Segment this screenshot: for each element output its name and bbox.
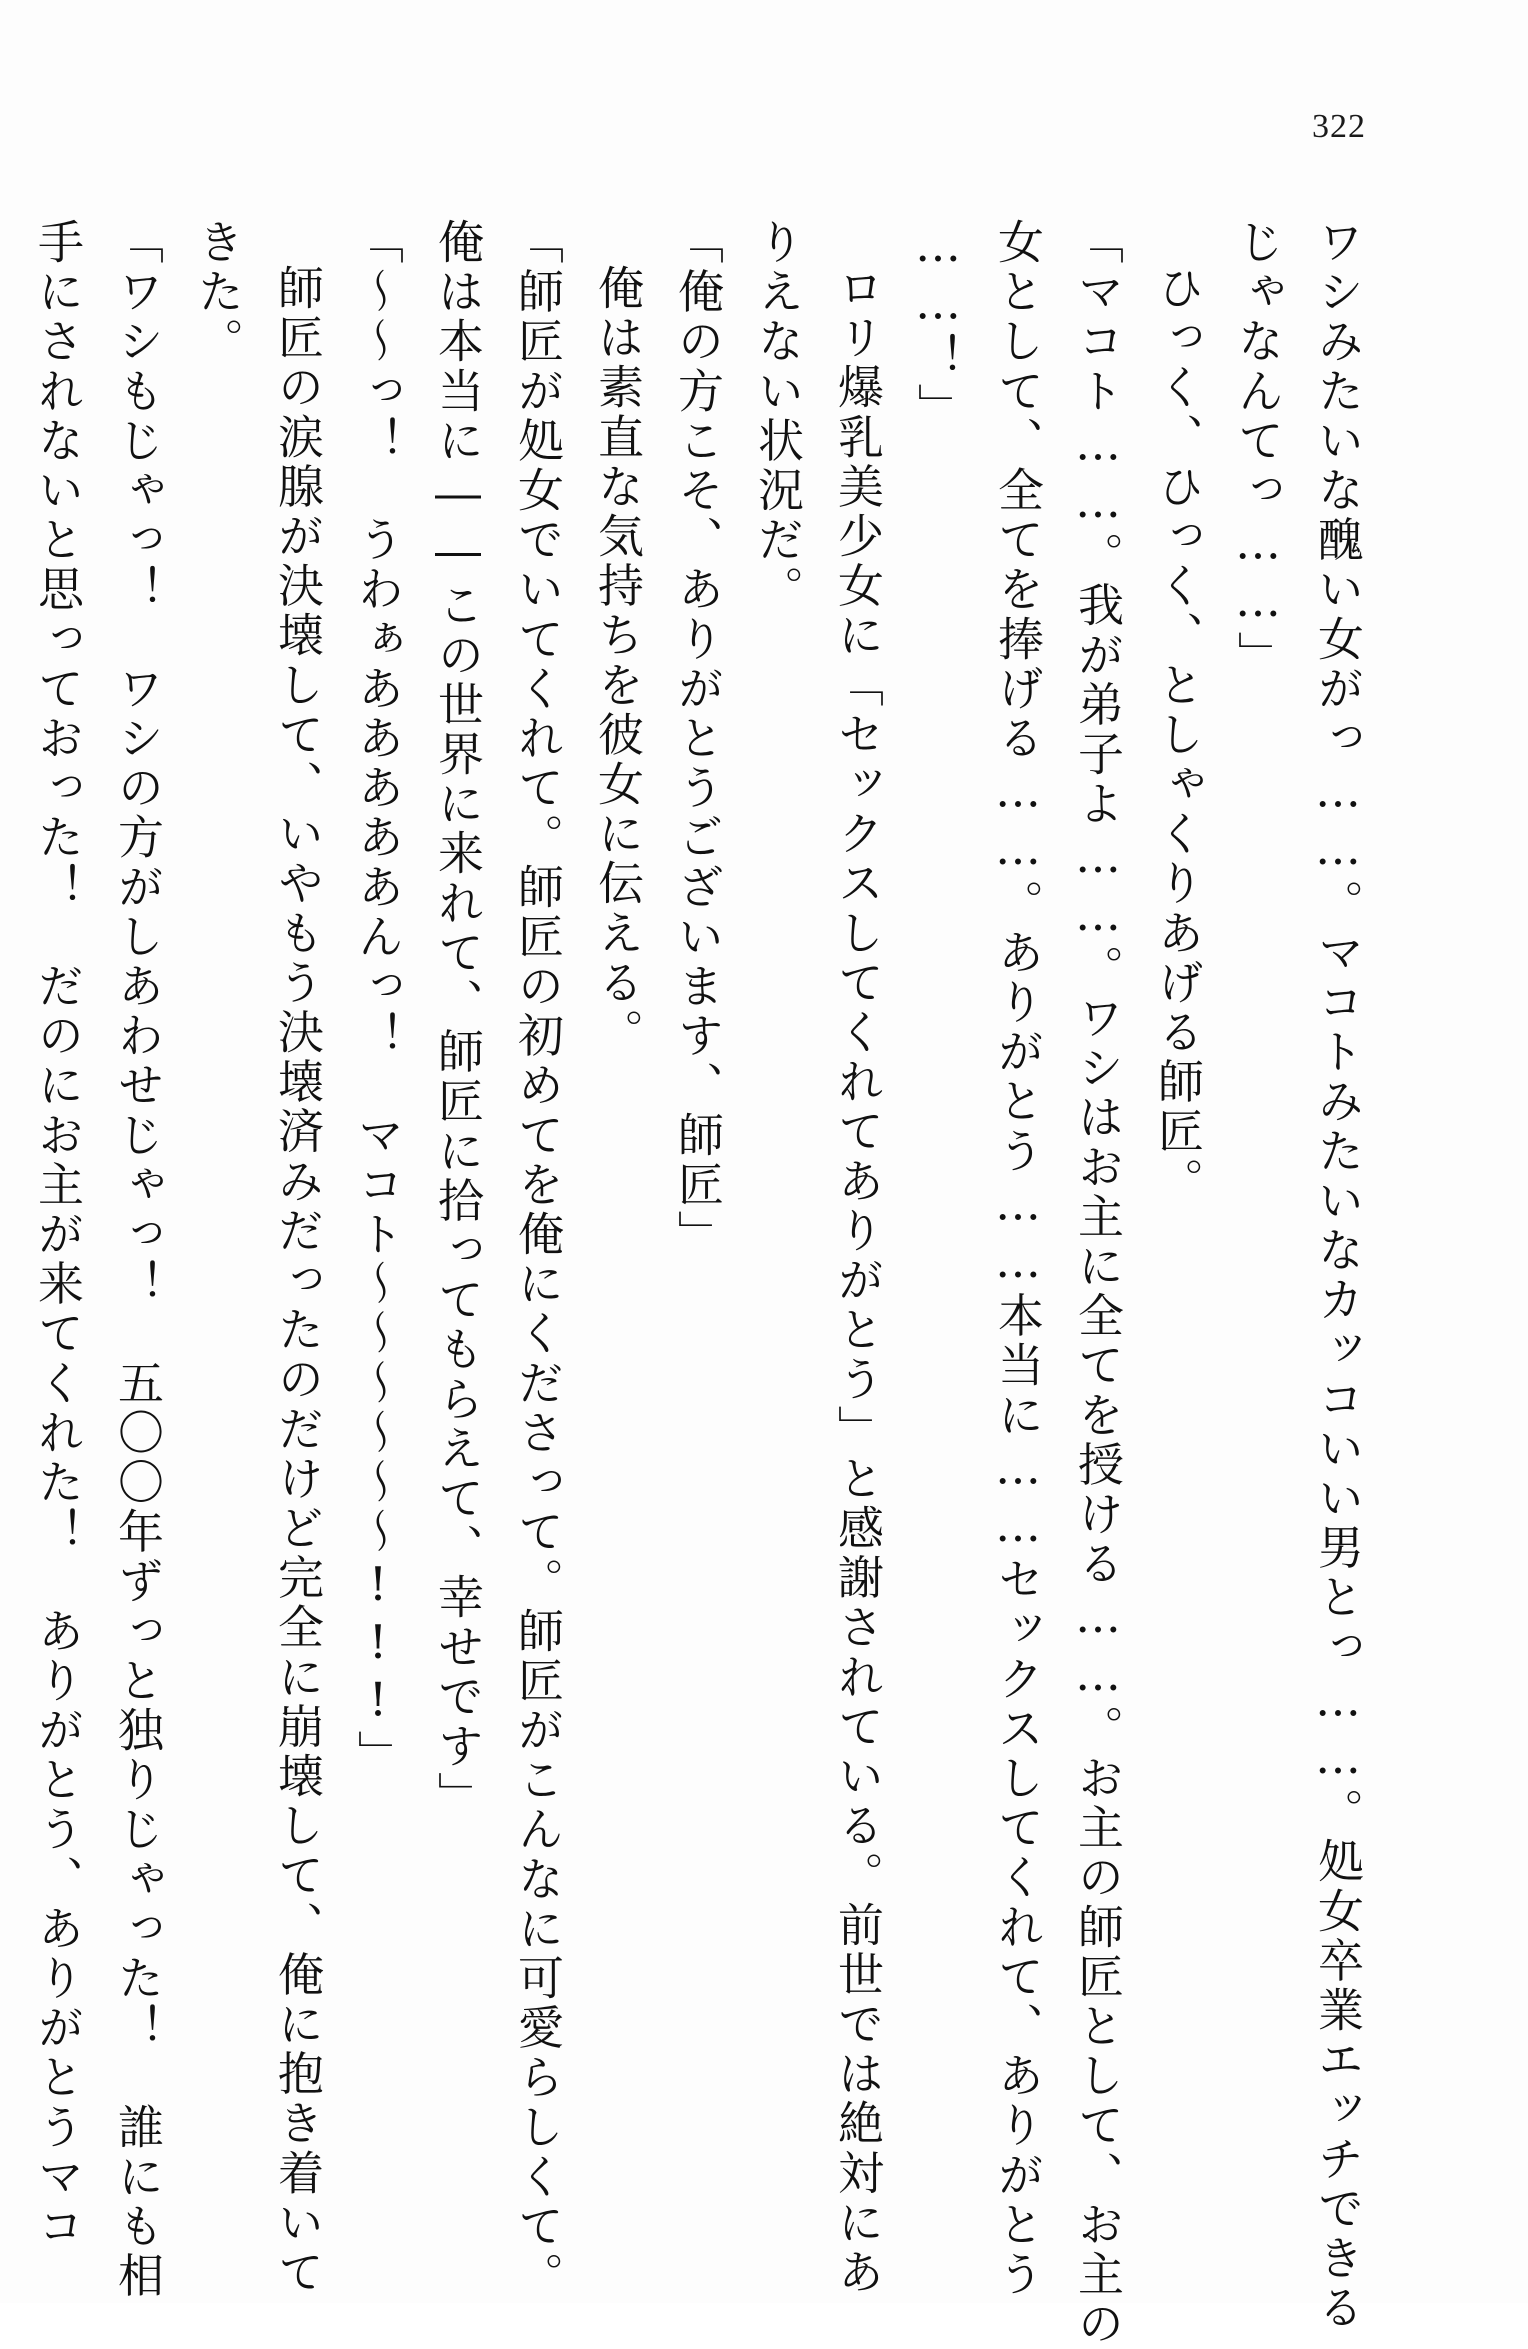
text-line: 「～～っ！ うわぁあああああんっ！ マコト～～～～～～!!!」 (351, 218, 405, 1780)
text-line: ワシみたいな醜い女がっ……。マコトみたいなカッコいい男とっ……。処女卒業エッチできる (1311, 218, 1365, 2334)
text-line: 「俺の方こそ、ありがとうございます、師匠」 (671, 218, 725, 1260)
vertical-text-body (31, 218, 1378, 2349)
text-line: りえない状況だ。 (751, 218, 805, 615)
page-number: 322 (1312, 108, 1366, 145)
text-line: 俺は素直な気持ちを彼女に伝える。 (591, 264, 645, 1058)
text-line: 俺は本当に――この世界に来れて、師匠に拾ってもらえて、幸せです」 (431, 218, 485, 1822)
text-line: きた。 (191, 218, 245, 367)
text-line: 「師匠が処女でいてくれて。師匠の初めてを俺にくださって。師匠がこんなに可愛らしくて。 (511, 218, 565, 2302)
text-line: ロリ爆乳美少女に「セックスしてくれてありがとう」と感謝されている。前世では絶対にあ (831, 264, 885, 2298)
text-line: ……！」 (911, 218, 965, 433)
text-line: 女として、全てを捧げる……。ありがとう……本当に……セックスしてくれて、ありがとう (991, 218, 1045, 2300)
text-line: じゃなんてっ……」 (1231, 218, 1285, 681)
text-line: 手にされないと思っておった！ だのにお主が来てくれた！ ありがとう、ありがとうマコ (31, 218, 85, 2252)
text-line: 「ワシもじゃっ！ ワシの方がしあわせじゃっ！ 五〇〇年ずっと独りじゃった！ 誰にも相 (111, 218, 165, 2302)
text-line: 師匠の涙腺が決壊して、いやもう決壊済みだったのだけど完全に崩壊して、俺に抱き着いて (271, 264, 325, 2298)
text-line: ひっく、ひっく、としゃくりあげる師匠。 (1151, 264, 1205, 1207)
text-line: 「マコト……。我が弟子よ……。ワシはお主に全てを授ける……。お主の師匠として、お主の (1071, 218, 1125, 2349)
